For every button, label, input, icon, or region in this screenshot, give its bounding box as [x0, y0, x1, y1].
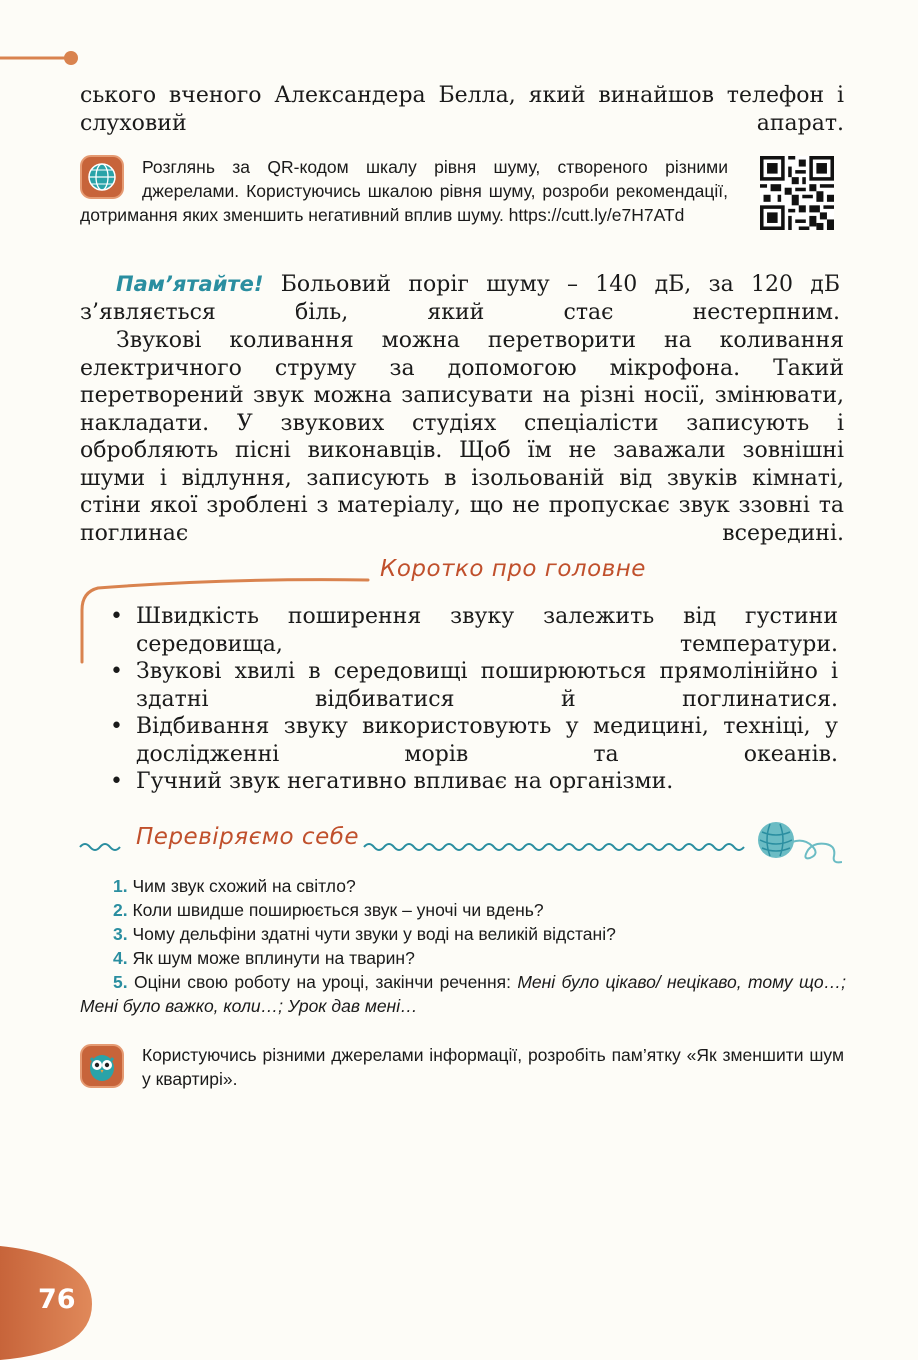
question-1: 1. Чим звук схожий на світло?	[113, 876, 356, 896]
question-2: 2. Коли швидше поширюється звук – уночі чи вдень?	[113, 900, 544, 920]
question-4: 4. Як шум може вплинути на тварин?	[113, 948, 415, 968]
owl-icon	[82, 1046, 122, 1086]
check-heading: Перевіряємо себе	[136, 824, 360, 850]
wave-right	[362, 838, 754, 854]
page-number: 76	[38, 1284, 76, 1315]
top-decoration	[0, 48, 90, 68]
yarn-ball-icon	[752, 818, 842, 870]
remember-text: Больовий поріг шуму – 140 дБ, за 120 дБ з’являється біль, який стає нестерпним.	[80, 272, 840, 325]
owl-block-text: Користуючись різними джерелами інформації, розробіть пам’ятку «Як зменшити шум у квартирі».	[142, 1045, 844, 1089]
main-paragraph: Звукові коливання можна перетворити на коливання електричного струму за допомогою мікрофона. Такий перетворений звук можна записувати на різні носії, змінювати, накладати. У звукових студіях спеціалісти записують і обробляють пісні виконавців. Щоб їм не заважали зовнішні шуми і відлуння, записують в ізольованій від звуків кімнаті, стіни якої зроблені з матеріалу, що не пропускає звук ззовні та поглинає всередині.	[80, 328, 844, 546]
summary-list	[110, 603, 838, 796]
question-5-italic: Мені було цікаво/ нецікаво, тому що…; Мені було важко, коли…; Урок дав мені…	[80, 972, 846, 1016]
intro-text: ського вченого Александера Белла, який винайшов телефон і слуховий апарат.	[80, 83, 844, 136]
wave-left	[78, 838, 124, 854]
question-5: 5. Оціни свою роботу на уроці, закінчи речення: Мені було цікаво/ нецікаво, тому що…; Мені було важко, коли…; Урок дав мені…	[80, 972, 846, 1016]
remember-block	[80, 271, 840, 326]
remember-label: Пам’ятайте!	[116, 272, 264, 296]
qr-block-text: Розглянь за QR-кодом шкалу рівня шуму, створеного різними джерелами. Користуючись шкалою рівня шуму, розроби рекомендації, дотримання яких зменшить негативний вплив шуму. https://cutt.ly/e7H7ATd	[80, 157, 728, 225]
qr-code-icon[interactable]	[760, 156, 834, 230]
owl-icon-box	[80, 1044, 124, 1088]
summary-item: • Звукові хвилі в середовищі поширюються прямолінійно і здатні відбиватися й поглинатися.	[110, 658, 838, 713]
summary-heading: Коротко про головне	[380, 556, 646, 582]
summary-item: • Швидкість поширення звуку залежить від густини середовища, температури.	[110, 603, 838, 658]
question-3: 3. Чому дельфіни здатні чути звуки у воді на великій відстані?	[113, 924, 616, 944]
summary-item: • Відбивання звуку використовують у медицині, техніці, у дослідженні морів та океанів.	[110, 713, 838, 768]
summary-item: • Гучний звук негативно впливає на організми.	[110, 768, 838, 796]
questions-list	[80, 874, 846, 1018]
